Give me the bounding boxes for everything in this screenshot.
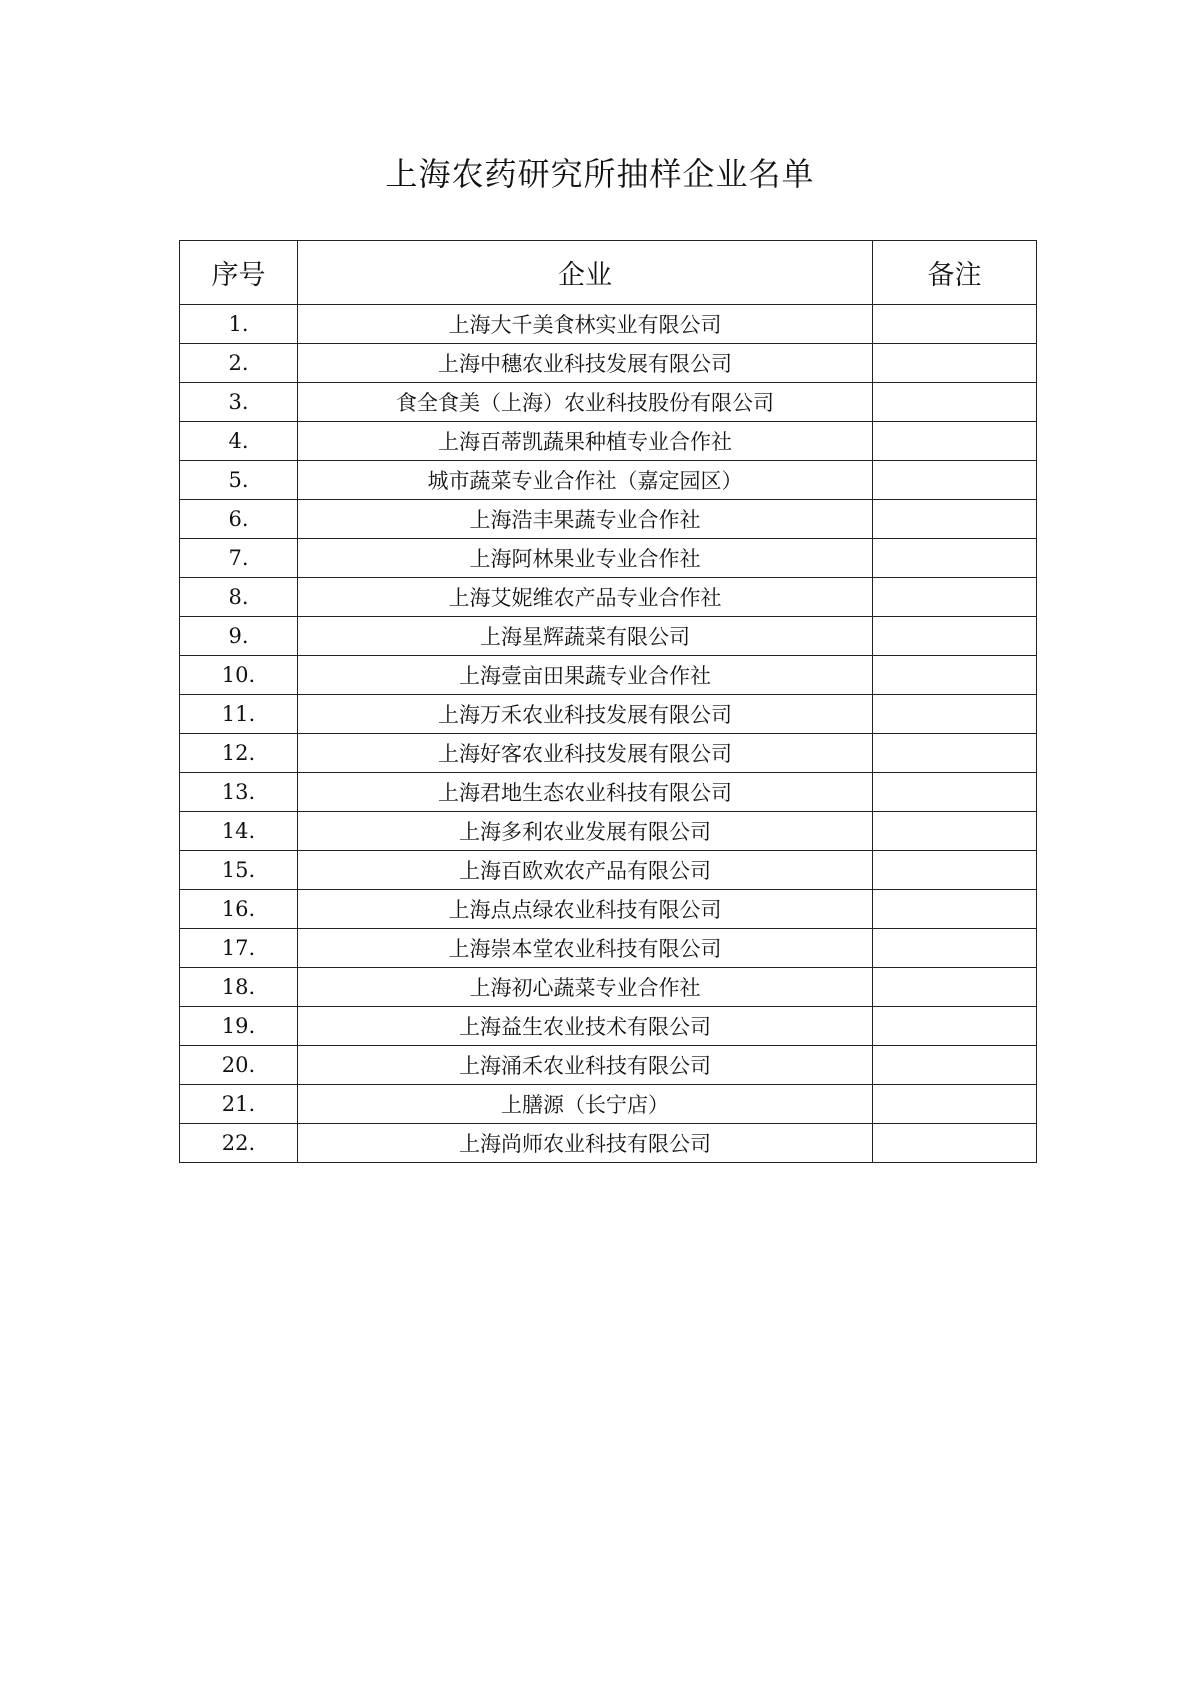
row-note: [873, 539, 1037, 578]
row-enterprise-name: 上海多利农业发展有限公司: [298, 812, 873, 851]
table-row: [180, 656, 1037, 695]
header-serial-number: 序号: [180, 241, 298, 305]
table-row: [180, 890, 1037, 929]
table-row: [180, 812, 1037, 851]
table-row: [180, 773, 1037, 812]
table-row: [180, 1007, 1037, 1046]
row-note: [873, 929, 1037, 968]
row-enterprise-name: 食全食美（上海）农业科技股份有限公司: [298, 383, 873, 422]
row-serial-number: 14.: [180, 812, 298, 851]
row-note: [873, 734, 1037, 773]
table-row: [180, 422, 1037, 461]
row-serial-number: 18.: [180, 968, 298, 1007]
table-header-row: [180, 241, 1037, 305]
row-note: [873, 695, 1037, 734]
table-row: [180, 851, 1037, 890]
row-serial-number: 2.: [180, 344, 298, 383]
header-enterprise: 企业: [298, 241, 873, 305]
table-row: [180, 968, 1037, 1007]
row-enterprise-name: 上海百蒂凯蔬果种植专业合作社: [298, 422, 873, 461]
row-serial-number: 16.: [180, 890, 298, 929]
row-enterprise-name: 上海初心蔬菜专业合作社: [298, 968, 873, 1007]
table-row: [180, 1124, 1037, 1163]
row-serial-number: 8.: [180, 578, 298, 617]
row-serial-number: 10.: [180, 656, 298, 695]
row-serial-number: 1.: [180, 305, 298, 344]
header-note: 备注: [873, 241, 1037, 305]
row-note: [873, 617, 1037, 656]
table-row: [180, 461, 1037, 500]
row-enterprise-name: 上海浩丰果蔬专业合作社: [298, 500, 873, 539]
row-note: [873, 656, 1037, 695]
row-note: [873, 305, 1037, 344]
row-serial-number: 19.: [180, 1007, 298, 1046]
table-row: [180, 734, 1037, 773]
document-title: 上海农药研究所抽样企业名单: [385, 155, 815, 193]
enterprise-table: [179, 240, 1037, 1163]
row-note: [873, 773, 1037, 812]
row-serial-number: 7.: [180, 539, 298, 578]
row-note: [873, 1046, 1037, 1085]
table-row: [180, 500, 1037, 539]
row-enterprise-name: 上海阿林果业专业合作社: [298, 539, 873, 578]
row-note: [873, 500, 1037, 539]
row-enterprise-name: 上海艾妮维农产品专业合作社: [298, 578, 873, 617]
row-note: [873, 461, 1037, 500]
row-enterprise-name: 上海涌禾农业科技有限公司: [298, 1046, 873, 1085]
row-serial-number: 21.: [180, 1085, 298, 1124]
row-serial-number: 5.: [180, 461, 298, 500]
row-serial-number: 3.: [180, 383, 298, 422]
row-note: [873, 812, 1037, 851]
table-row: [180, 617, 1037, 656]
row-enterprise-name: 上海点点绿农业科技有限公司: [298, 890, 873, 929]
table-row: [180, 344, 1037, 383]
row-note: [873, 1007, 1037, 1046]
row-serial-number: 6.: [180, 500, 298, 539]
row-serial-number: 17.: [180, 929, 298, 968]
table-row: [180, 578, 1037, 617]
row-enterprise-name: 上海君地生态农业科技有限公司: [298, 773, 873, 812]
table-row: [180, 305, 1037, 344]
table-body: [180, 305, 1037, 1163]
row-enterprise-name: 上海壹亩田果蔬专业合作社: [298, 656, 873, 695]
row-serial-number: 15.: [180, 851, 298, 890]
row-note: [873, 383, 1037, 422]
row-serial-number: 13.: [180, 773, 298, 812]
row-enterprise-name: 上海中穗农业科技发展有限公司: [298, 344, 873, 383]
row-note: [873, 890, 1037, 929]
row-serial-number: 11.: [180, 695, 298, 734]
row-serial-number: 20.: [180, 1046, 298, 1085]
row-serial-number: 22.: [180, 1124, 298, 1163]
row-note: [873, 1124, 1037, 1163]
row-serial-number: 9.: [180, 617, 298, 656]
table-row: [180, 1085, 1037, 1124]
row-enterprise-name: 城市蔬菜专业合作社（嘉定园区）: [298, 461, 873, 500]
row-note: [873, 968, 1037, 1007]
row-enterprise-name: 上海星辉蔬菜有限公司: [298, 617, 873, 656]
row-enterprise-name: 上海好客农业科技发展有限公司: [298, 734, 873, 773]
table-row: [180, 929, 1037, 968]
row-enterprise-name: 上海百欧欢农产品有限公司: [298, 851, 873, 890]
table-row: [180, 1046, 1037, 1085]
row-note: [873, 851, 1037, 890]
table-row: [180, 539, 1037, 578]
row-serial-number: 12.: [180, 734, 298, 773]
row-enterprise-name: 上海尚师农业科技有限公司: [298, 1124, 873, 1163]
row-note: [873, 422, 1037, 461]
row-enterprise-name: 上海崇本堂农业科技有限公司: [298, 929, 873, 968]
row-enterprise-name: 上海大千美食林实业有限公司: [298, 305, 873, 344]
row-enterprise-name: 上海益生农业技术有限公司: [298, 1007, 873, 1046]
row-note: [873, 1085, 1037, 1124]
table-row: [180, 695, 1037, 734]
row-enterprise-name: 上海万禾农业科技发展有限公司: [298, 695, 873, 734]
row-serial-number: 4.: [180, 422, 298, 461]
row-enterprise-name: 上膳源（长宁店）: [298, 1085, 873, 1124]
table-row: [180, 383, 1037, 422]
row-note: [873, 578, 1037, 617]
row-note: [873, 344, 1037, 383]
